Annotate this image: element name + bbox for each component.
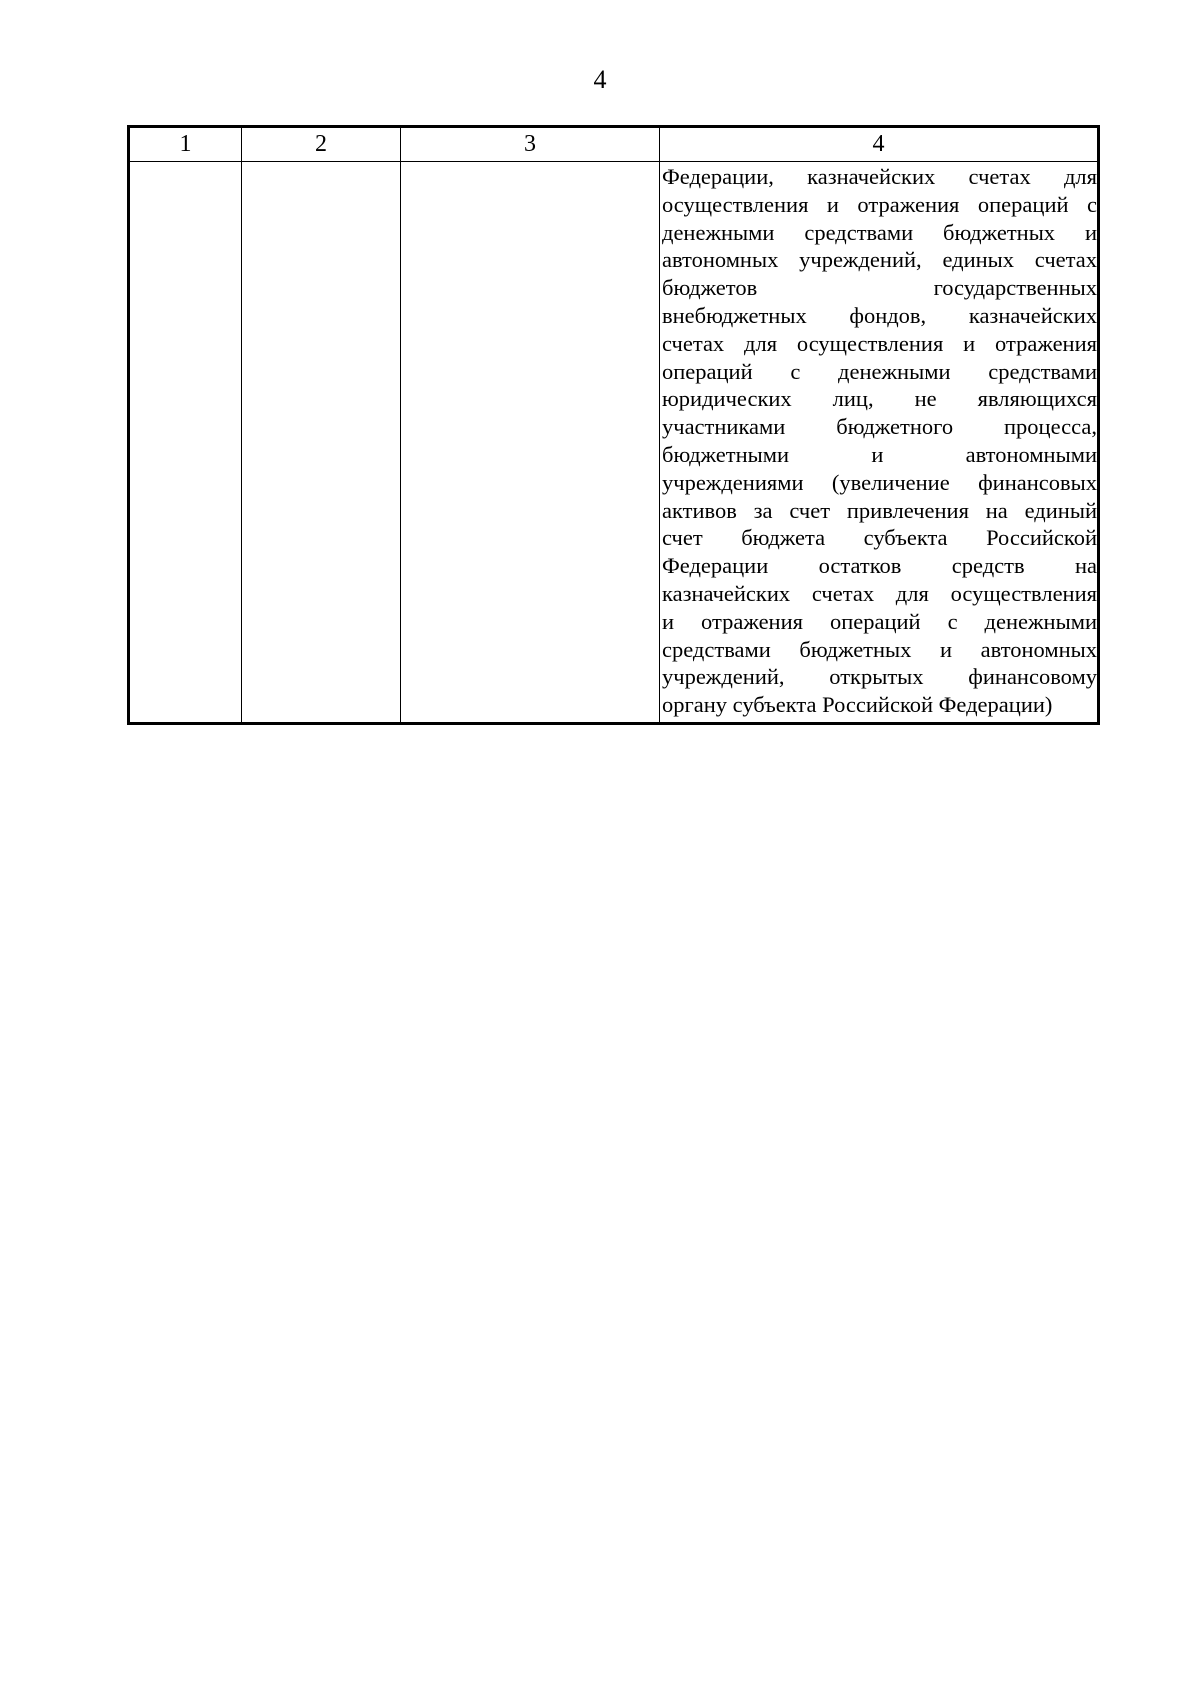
text-line: Федерации остатков средств на [662, 553, 1097, 579]
column-header-3: 3 [401, 127, 660, 162]
text-line: бюджетов государственных [662, 275, 1097, 301]
text-line: и отражения операций с денежными [662, 608, 1097, 634]
text-line: участниками бюджетного процесса, [662, 414, 1097, 440]
text-line: учреждениями (увеличение финансовых [662, 469, 1097, 495]
text-line: бюджетными и автономными [662, 441, 1097, 467]
text-line: учреждений, открытых финансовому [662, 664, 1097, 690]
text-line: средствами бюджетных и автономных [662, 636, 1097, 662]
cell-col4-text [660, 162, 1099, 724]
cell-col2 [242, 162, 401, 724]
text-line: органу субъекта Российской Федерации) [662, 692, 1053, 718]
text-line: автономных учреждений, единых счетах [662, 247, 1097, 273]
text-line: операций с денежными средствами [662, 358, 1097, 384]
page-number: 4 [593, 65, 607, 94]
column-header-2: 2 [242, 127, 401, 162]
data-table [127, 125, 1100, 725]
text-line: активов за счет привлечения на единый [662, 497, 1097, 523]
column-header-4: 4 [660, 127, 1099, 162]
cell-col3 [401, 162, 660, 724]
column-header-1: 1 [129, 127, 242, 162]
text-line: казначейских счетах для осуществления [662, 580, 1097, 606]
text-line: осуществления и отражения операций с [662, 191, 1097, 217]
cell-col1 [129, 162, 242, 724]
text-line: счетах для осуществления и отражения [662, 330, 1097, 356]
text-line: юридических лиц, не являющихся [662, 386, 1097, 412]
text-line: денежными средствами бюджетных и [662, 219, 1097, 245]
text-line: счет бюджета субъекта Российской [662, 525, 1097, 551]
text-line: Федерации, казначейских счетах для [662, 164, 1097, 189]
table-row [129, 162, 1099, 724]
table-header-row [129, 127, 1099, 162]
text-line: внебюджетных фондов, казначейских [662, 302, 1097, 328]
